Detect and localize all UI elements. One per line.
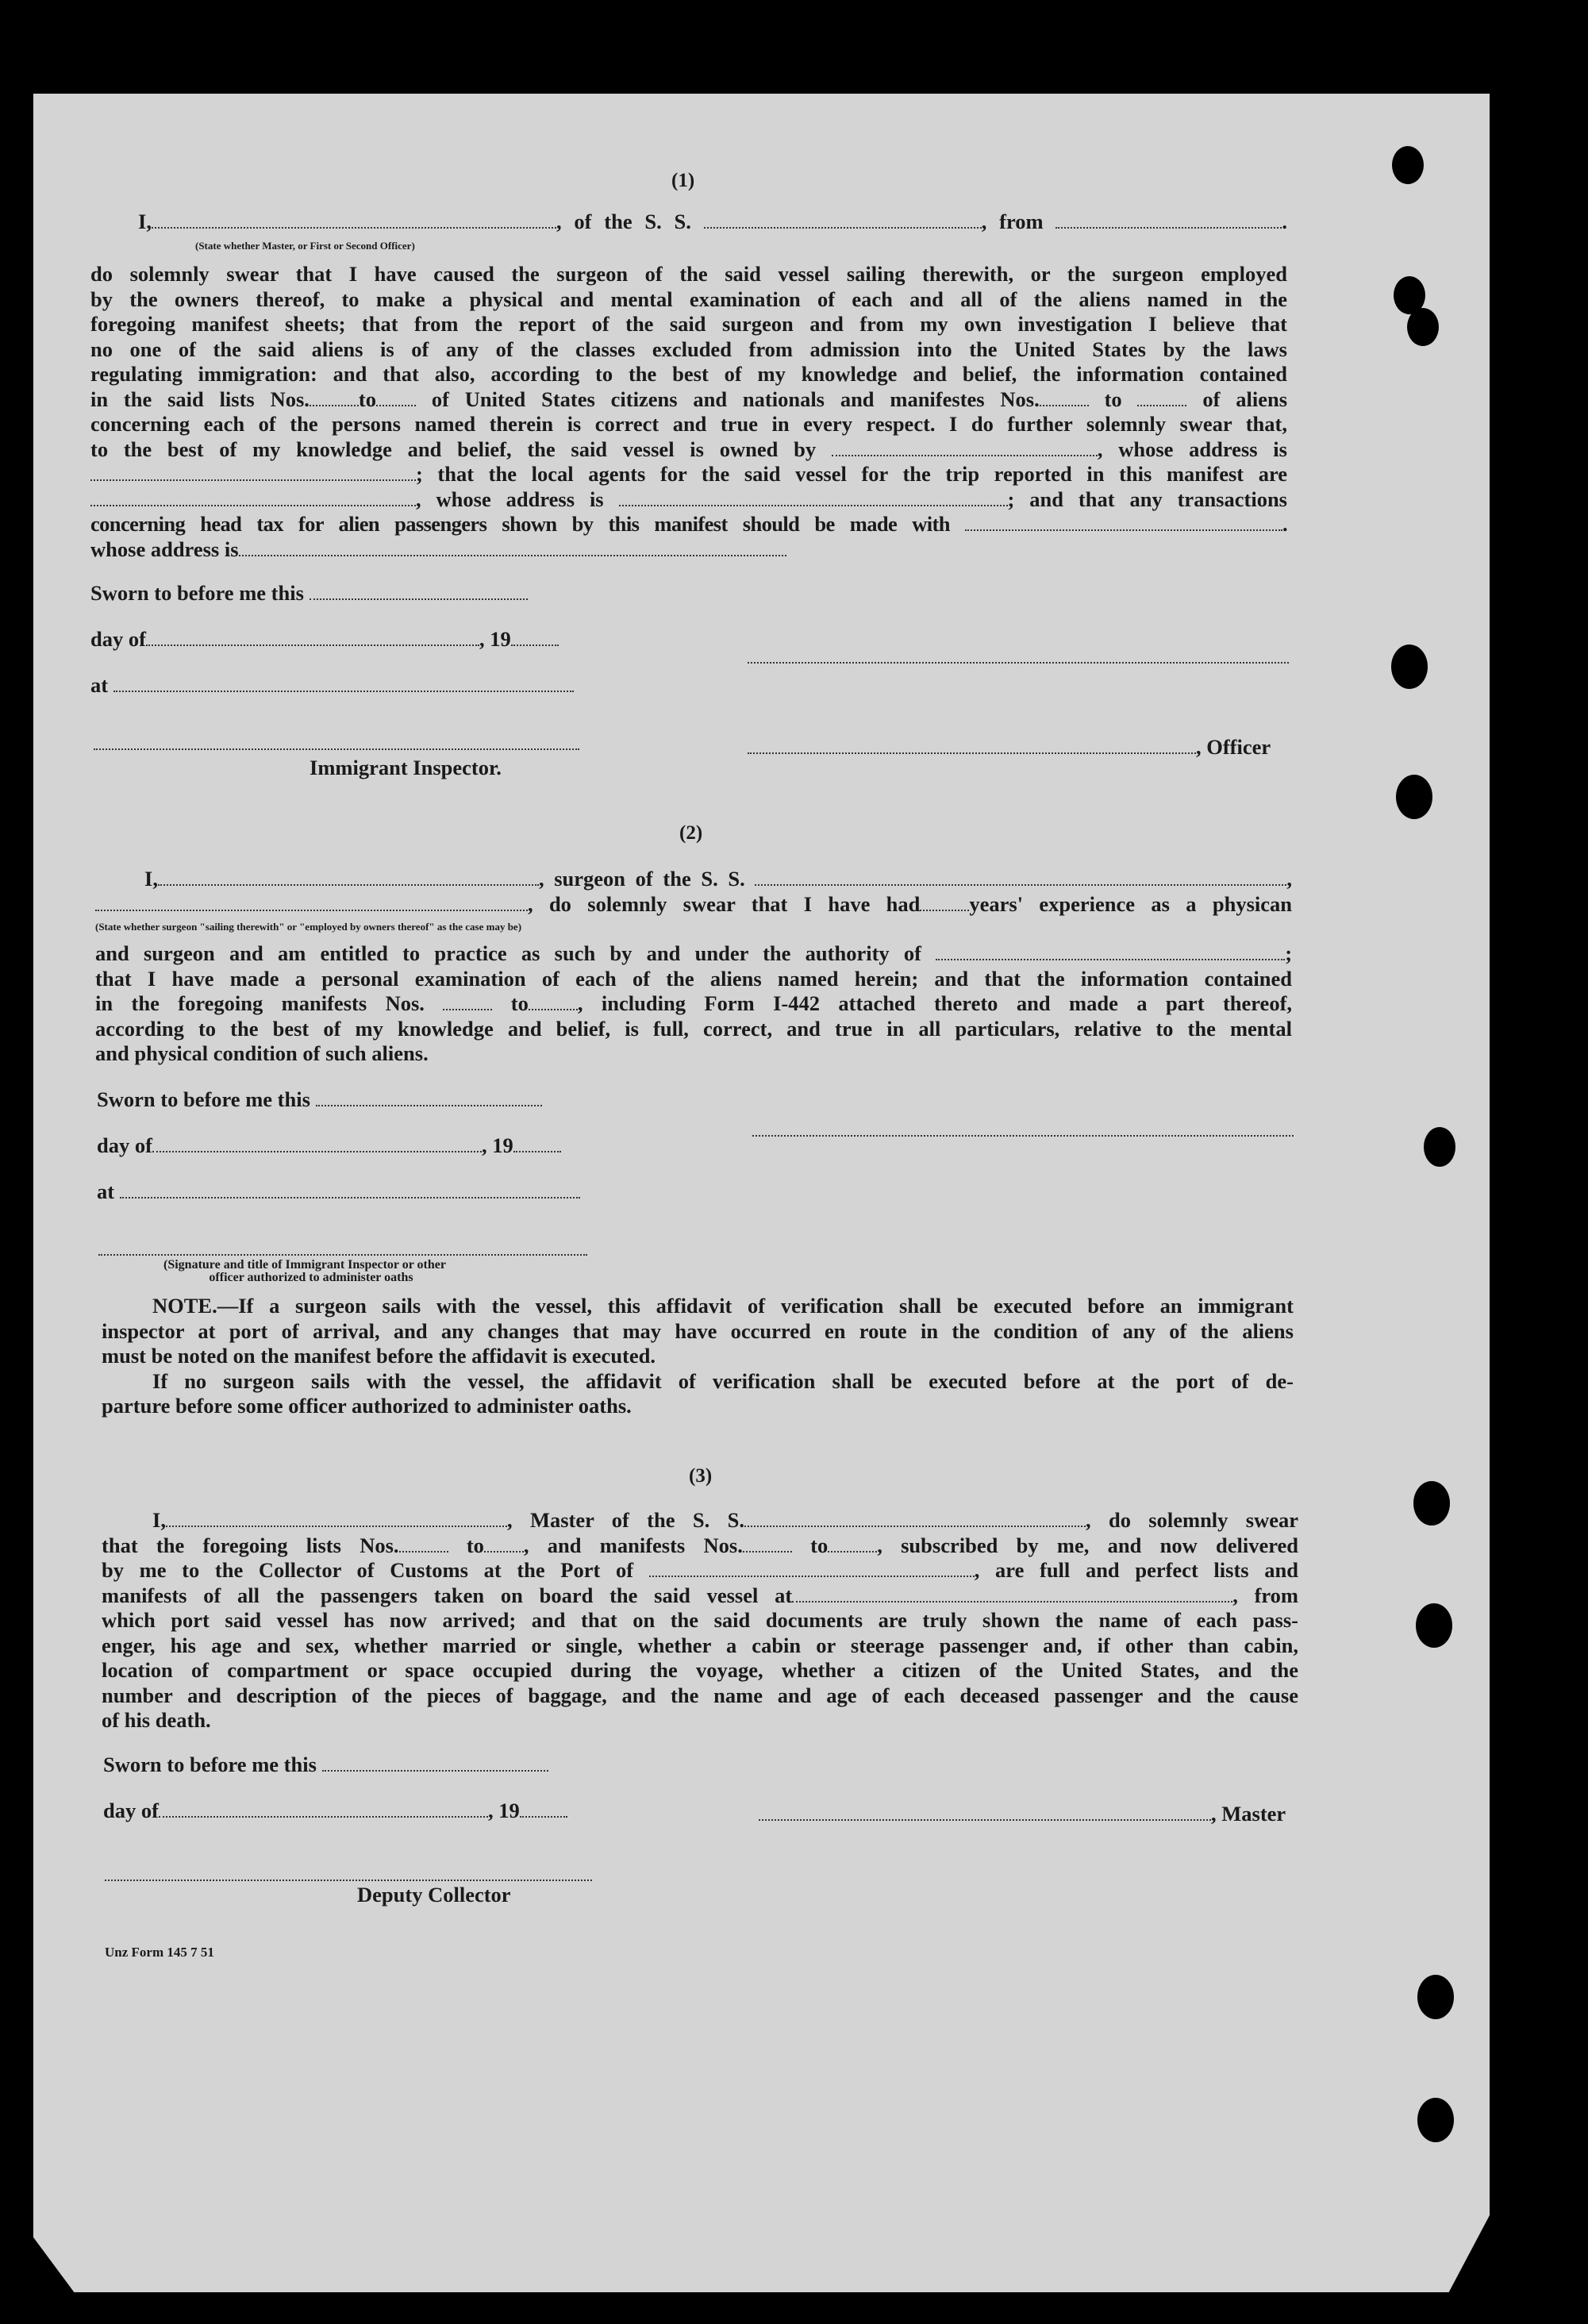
s2-manifests-to-field[interactable] [529,993,578,1010]
owner-address-field[interactable] [90,464,416,481]
s3-line: of his death. [102,1708,211,1732]
note-line: If no surgeon sails with the vessel, the affidavit of verification shall be executed before at the port of de- [152,1368,1294,1393]
port-field[interactable] [649,1560,975,1577]
s1-place-field[interactable] [113,675,574,692]
text: whose address is [90,537,239,561]
s1-officer-field[interactable] [748,737,1196,754]
agents-field[interactable] [90,489,416,506]
text: , 19 [487,1799,520,1822]
text: Sworn to before me this [103,1753,317,1776]
text: concerning head tax for alien passengers shown by this manifest should be made with [90,512,950,536]
text: , [1286,867,1292,891]
s3-line: which port said vessel has now arrived; and that on the said documents are truly shown the name of each pass- [102,1608,1298,1632]
headtax-address-field[interactable] [239,539,786,556]
text: Sworn to before me this [90,581,304,605]
text: , 19 [479,627,511,651]
s3-manifests-to-field[interactable] [828,1535,877,1553]
note-line: NOTE.—If a surgeon sails with the vessel, this affidavit of verification shall be executed before an immigrant [152,1294,1294,1318]
headtax-party-field[interactable] [965,514,1282,531]
inspector-label: Immigrant Inspector. [310,756,502,779]
s2-line: according to the best of my knowledge and belief, is full, correct, and true in all particulars, relative to the mental [95,1016,1292,1041]
text: ; [1285,941,1293,965]
text: , including Form I-442 attached thereto and made a part thereof, [577,991,1293,1015]
s2-sworn-day-field[interactable] [316,1089,542,1106]
s2-year-field[interactable] [513,1135,561,1152]
s1-line-whose [90,537,1287,563]
officer-title-field[interactable] [152,211,556,229]
s3-line: number and description of the pieces of baggage, and the name and age of each deceased passenger and the cause [102,1683,1298,1707]
s1-day-of [90,627,559,652]
s1-line: concerning each of the persons named therein is correct and true in every respect. I do further solemnly swear that, [90,412,1287,436]
text: , whose address is [1097,437,1287,461]
owner-field[interactable] [832,439,1098,456]
s1-sworn [90,581,528,606]
s3-master-signature-field[interactable] [759,1803,1211,1821]
s1-line: by the owners thereof, to make a physical and mental examination of each and all of the aliens named in the [90,287,1287,311]
s2-inspector-line[interactable] [98,1252,587,1256]
text: to [510,991,529,1015]
text: at [90,673,109,697]
s1-line-headtax [90,512,1287,537]
text: , surgeon of the S. S. [538,867,745,891]
s1-signature-line[interactable] [748,660,1289,664]
s1-year-field[interactable] [511,629,559,646]
authority-field[interactable] [936,943,1285,960]
text: in the said lists Nos. [90,387,310,411]
surgeon-name-field[interactable] [158,868,539,886]
section-2-header [95,867,1292,917]
binder-hole [1417,1975,1454,2019]
text: ; that the local agents for the said vessel for the trip reported in this manifest are [416,462,1287,486]
section-1-body [90,210,1287,235]
s2-line: and physical condition of such aliens. [95,1041,429,1065]
note-line: parture before some officer authorized to administer oaths. [102,1394,632,1418]
binder-hole [1413,1481,1450,1526]
s3-line-4 [102,1583,1298,1609]
s3-lists-from-field[interactable] [399,1535,448,1553]
text: I, [152,1508,166,1532]
s3-line: enger, his age and sex, whether married or single, whether a cabin or steerage passenger and, if other than cabin, [102,1633,1298,1657]
section-1-number: (1) [671,170,695,191]
text: , and manifests Nos. [523,1533,743,1557]
s2-inspector-caption [163,1259,446,1284]
section-3-paragraph [102,1508,1298,1733]
years-experience-field[interactable] [920,894,969,911]
s2-line-1 [95,867,1292,892]
s3-deputy-line[interactable] [105,1878,592,1881]
text: of United States citizens and nationals and manifestes Nos. [431,387,1040,411]
text: (Signature and title of Immigrant Inspector or other [163,1258,446,1272]
s1-line-agent-address [90,487,1287,513]
manifests-to-field[interactable] [1137,389,1186,406]
affiant-prefix: I, [138,210,152,233]
s2-vessel-field[interactable] [755,868,1286,886]
s1-inspector-line[interactable] [94,747,579,750]
text: I, [144,867,158,891]
text: manifests of all the passengers taken on board the said vessel at [102,1583,793,1607]
manifests-from-field[interactable] [1040,389,1089,406]
binder-hole [1407,308,1439,346]
text: of aliens [1202,387,1288,411]
text: , 19 [481,1133,513,1157]
section-2-paragraph [95,941,1292,1067]
text: day of [103,1799,159,1822]
text: and surgeon and am entitled to practice as such by and under the authority of [95,941,921,965]
text: that the foregoing lists Nos. [102,1533,399,1557]
s3-line-2 [102,1533,1298,1559]
s2-month-field[interactable] [152,1135,482,1152]
text: to the best of my knowledge and belief, the said vessel is owned by [90,437,817,461]
s2-sworn [97,1087,542,1112]
text: , from [1232,1583,1298,1607]
s3-line: location of compartment or space occupied during the voyage, whether a citizen of the United States, and the [102,1658,1298,1682]
s1-line: regulating immigration: and that also, according to the best of my knowledge and belief, the information contained [90,362,1287,386]
section-1-paragraph [90,262,1287,562]
s1-line: no one of the said aliens is of any of the classes excluded from admission into the United States by the laws [90,337,1287,361]
text: , do solemnly swear [1085,1508,1299,1532]
s1-officer [748,735,1271,760]
s3-line-3 [102,1558,1298,1583]
s2-at [97,1179,580,1204]
s2-manifests-from-field[interactable] [443,993,492,1010]
s3-lists-to-field[interactable] [484,1535,524,1553]
s3-master [759,1802,1286,1826]
agents-address-field[interactable] [619,489,1008,506]
binder-hole [1391,644,1428,689]
text: to [1104,387,1122,411]
lists-from-field[interactable] [310,389,359,406]
s3-day-of [103,1799,567,1823]
s1-sworn-day-field[interactable] [310,583,528,600]
from-label: , from [981,210,1044,233]
s1-at [90,673,574,698]
binder-hole [1396,775,1432,819]
text: to [358,387,376,411]
text: Sworn to before me this [97,1087,310,1111]
officer-title-caption: (State whether Master, or First or Second Officer) [195,240,415,252]
text: , subscribed by me, and now delivered [877,1533,1299,1557]
s1-line: do solemnly swear that I have caused the surgeon of the said vessel sailing therewith, or the surgeon employed [90,262,1287,286]
surgeon-type-field[interactable] [95,894,528,911]
binder-hole [1416,1603,1452,1648]
section-3-number: (3) [689,1465,713,1487]
s3-month-field[interactable] [159,1800,488,1818]
note-line: must be noted on the manifest before the affidavit is executed. [102,1344,656,1368]
header-end: . [1282,210,1288,233]
s1-line-agents [90,462,1287,487]
surgeon-type-caption: (State whether surgeon "sailing therewith" or "employed by owners thereof" as the case may be) [95,921,522,933]
text: ; and that any transactions [1007,487,1287,511]
binder-hole [1392,146,1424,184]
s2-line-3 [95,941,1292,967]
s2-line: that I have made a personal examination of each of the aliens named herein; and that the information contained [95,966,1292,991]
text: , whose address is [416,487,604,511]
text: years' experience as a physican [969,891,1292,916]
s1-line: foregoing manifest sheets; that from the report of the said surgeon and from my own investigation I believe that [90,312,1287,336]
s3-line-1 [102,1508,1298,1533]
text: at [97,1179,115,1203]
text: day of [90,627,146,651]
text: in the foregoing manifests Nos. [95,991,425,1015]
s3-year-field[interactable] [520,1800,567,1818]
text: day of [97,1133,152,1157]
text: , do solemnly swear that I have had [528,891,921,916]
section-1-header-line [90,210,1287,235]
s2-signature-line[interactable] [752,1133,1294,1137]
s3-manifests-from-field[interactable] [743,1535,792,1553]
section-2-number: (2) [679,822,703,844]
s3-sworn-day-field[interactable] [322,1754,548,1772]
note-line: inspector at port of arrival, and any changes that may have occurred en route in the condition of any of the aliens [102,1318,1294,1343]
s1-line-owner [90,437,1287,463]
text: officer authorized to administer oaths [209,1271,413,1284]
s3-vessel-field[interactable] [744,1510,1086,1527]
text: to [466,1533,484,1557]
officer-label: , Officer [1196,735,1271,759]
lists-to-field[interactable] [376,389,416,406]
master-name-field[interactable] [166,1510,507,1527]
text: . [1282,512,1288,536]
master-label: , Master [1211,1802,1286,1826]
text: by me to the Collector of Customs at the Port of [102,1558,634,1582]
s1-line-lists [90,387,1287,413]
s3-sworn [103,1753,548,1777]
s1-month-field[interactable] [146,629,479,646]
binder-hole [1424,1127,1455,1167]
form-number: Unz Form 145 7 51 [105,1945,214,1960]
vessel-name-field[interactable] [704,211,982,229]
deputy-collector-label: Deputy Collector [357,1883,511,1907]
text: , are full and perfect lists and [974,1558,1298,1582]
note-paragraph [102,1294,1294,1419]
s2-line-5 [95,991,1292,1017]
text: to [810,1533,829,1557]
of-ss-label: , of the S. S. [556,210,691,233]
binder-hole [1417,2098,1454,2142]
embark-port-field[interactable] [792,1585,1232,1603]
from-port-field[interactable] [1055,211,1282,229]
s2-day-of [97,1133,561,1158]
s2-line-2 [95,892,1292,918]
text: , Master of the S. S. [506,1508,744,1532]
s2-place-field[interactable] [120,1181,580,1199]
